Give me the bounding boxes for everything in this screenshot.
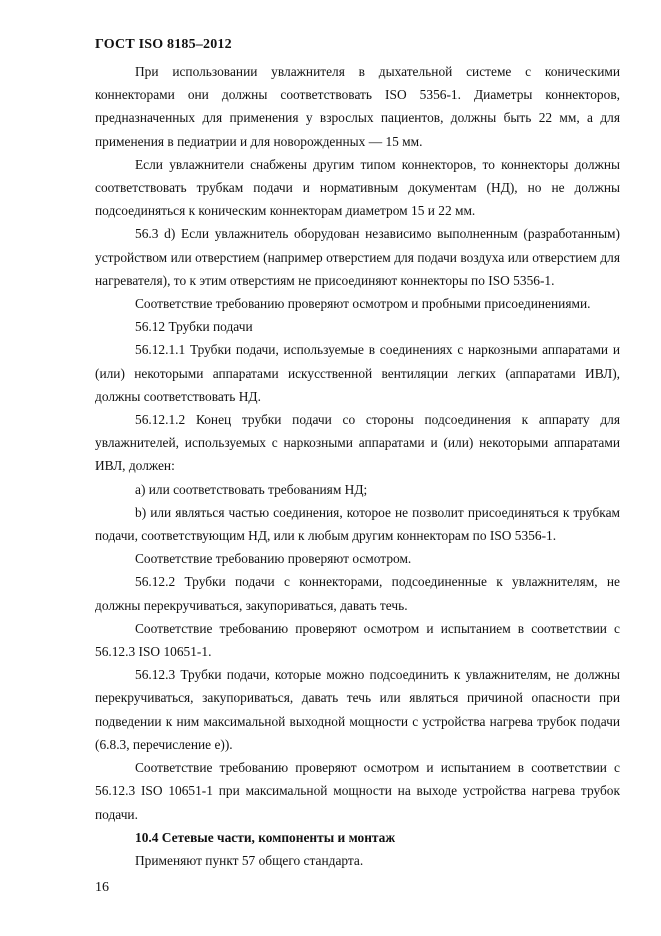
document-header: ГОСТ ISO 8185–2012 <box>95 37 232 52</box>
list-item-b: b) или являться частью соединения, которое не позволит присоединяться к трубкам подачи, соответствующим НД, или к любым другим коннекторам по ISO 5356-1. <box>95 504 620 544</box>
paragraph-56-12-1-1: 56.12.1.1 Трубки подачи, используемые в соединениях с наркозными аппаратами и (или) некоторыми аппаратами искусственной вентиляции легких (аппаратами ИВЛ), должны соответствовать НД. <box>95 342 620 404</box>
paragraph-compliance-trial: Соответствие требованию проверяют осмотром и пробными присоединениями. <box>135 296 591 312</box>
list-item-a: a) или соответствовать требованиям НД; <box>135 481 368 497</box>
section-heading-10-4: 10.4 Сетевые части, компоненты и монтаж <box>135 829 396 845</box>
paragraph-56-12-1-2: 56.12.1.2 Конец трубки подачи со стороны подсоединения к аппарату для увлажнителей, используемых с наркозными аппаратами и (или) некоторыми аппаратами ИВЛ, должен: <box>95 412 620 474</box>
page-number: 16 <box>95 880 109 895</box>
section-heading-56-12: 56.12 Трубки подачи <box>135 319 253 335</box>
paragraph-connectors-iso: При использовании увлажнителя в дыхательной системе с коническими коннекторами они должны соответствовать ISO 5356-1. Диаметры коннекторов, предназначенных для применения у взрослых пациентов, должны быть 22 мм, а для применения в педиатрии и для новорожденных — 15 мм. <box>95 64 620 149</box>
paragraph-clause-57: Применяют пункт 57 общего стандарта. <box>135 852 364 868</box>
paragraph-56-12-2: 56.12.2 Трубки подачи с коннекторами, подсоединенные к увлажнителям, не должны перекручиваться, закупориваться, давать течь. <box>95 574 620 613</box>
paragraph-compliance-max-power: Соответствие требованию проверяют осмотром и испытанием в соответствии с 56.12.3 ISO 10651-1 при максимальной мощности на выходе устройства нагрева трубок подачи. <box>95 760 620 822</box>
paragraph-other-connectors: Если увлажнители снабжены другим типом коннекторов, то коннекторы должны соответствовать трубкам подачи и нормативным документам (НД), но не должны подсоединяться к коническим коннекторам диаметром 15 и 22 мм. <box>95 156 620 219</box>
paragraph-56-3-d: 56.3 d) Если увлажнитель оборудован независимо выполненным (разработанным) устройством или отверстием (например отверстием для подачи воздуха или отверстием для нагревателя), то к этим отверстиям не присоединяют коннекторы по ISO 5356-1. <box>95 226 620 288</box>
paragraph-compliance-56-12-3: Соответствие требованию проверяют осмотром и испытанием в соответствии с 56.12.3 ISO 10651-1. <box>95 620 620 660</box>
paragraph-56-12-3: 56.12.3 Трубки подачи, которые можно подсоединить к увлажнителям, не должны перекручиваться, закупориваться, давать течь или являться причиной опасности при подведении к ним максимальной выходной мощности с устройства нагрева трубок подачи (6.8.3, перечисление е)). <box>95 667 620 752</box>
document-body <box>95 60 620 872</box>
paragraph-compliance-inspection: Соответствие требованию проверяют осмотром. <box>135 551 412 567</box>
